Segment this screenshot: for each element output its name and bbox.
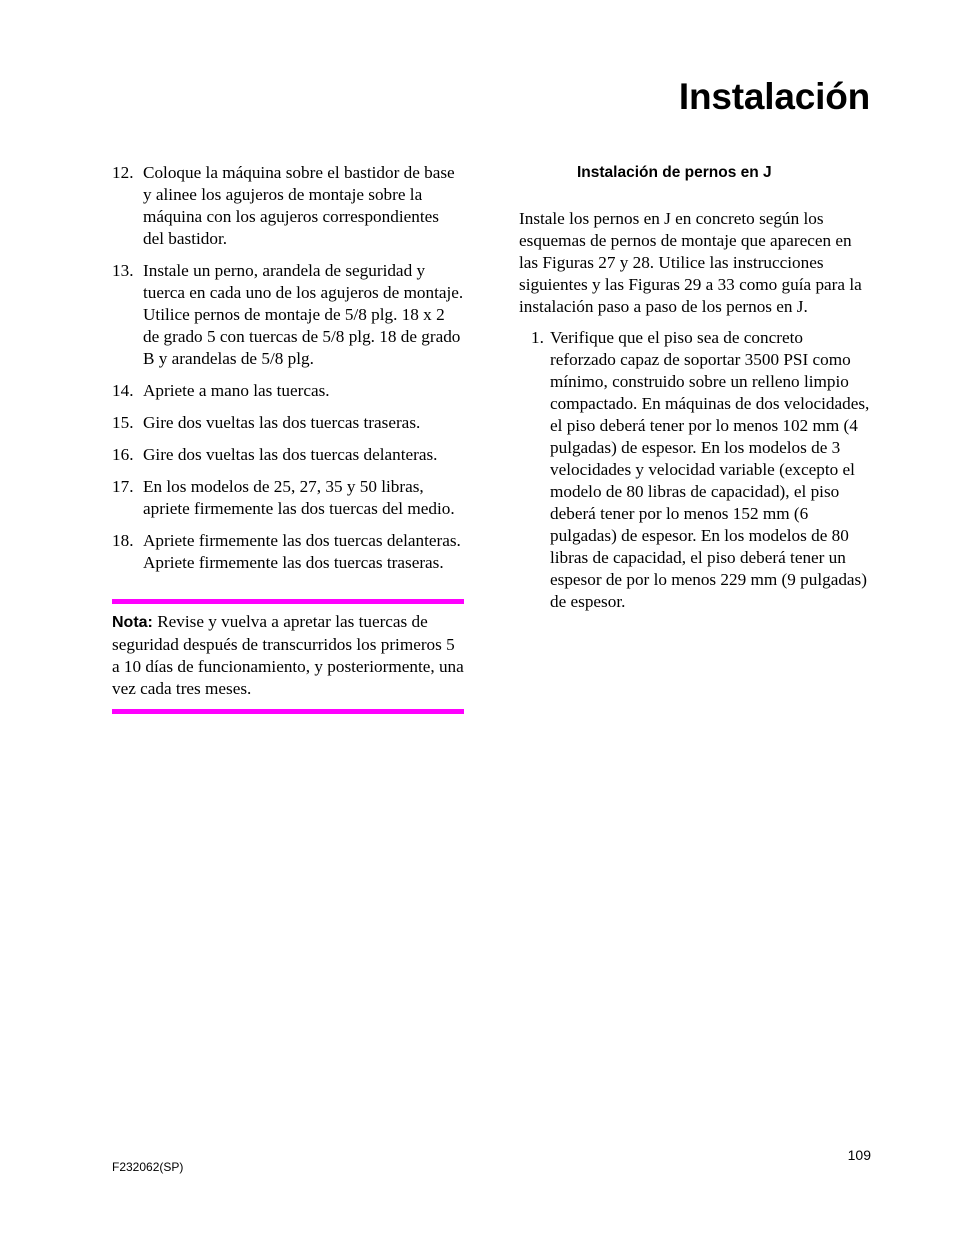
step-number: 17. [112, 477, 134, 496]
page-number: 109 [847, 1147, 871, 1163]
step-number: 12. [112, 163, 134, 182]
note-text: Revise y vuelva a apretar las tuercas de seguridad después de transcurridos los primeros 5 a 10 días de funcionamiento, y posteriormente, una vez cada tres meses. [112, 612, 464, 698]
step-number: 15. [112, 413, 134, 432]
page-title: Instalación [678, 76, 870, 117]
list-item [112, 380, 464, 402]
step-number: 1. [531, 328, 544, 347]
right-column [519, 162, 871, 613]
list-item [112, 530, 464, 574]
list-item [112, 260, 464, 370]
left-column [112, 162, 464, 714]
list-item [112, 162, 464, 250]
note-label: Nota: [112, 614, 153, 631]
document-code: F232062(SP) [112, 1160, 184, 1174]
list-item [112, 476, 464, 520]
step-number: 16. [112, 445, 134, 464]
section-heading: Instalación de pernos en J [577, 164, 772, 181]
j-bolt-steps-list [519, 327, 871, 613]
step-text: Instale un perno, arandela de seguridad y tuerca en cada uno de los agujeros de montaje. Utilice pernos de montaje de 5/8 plg. 18 x 2 de grado 5 con tuercas de 5/8 plg. 18 de grado B y arandelas de 5/8 plg. [143, 261, 464, 368]
intro-paragraph: Instale los pernos en J en concreto según los esquemas de pernos de montaje que aparecen en las Figuras 27 y 28. Utilice las instrucciones siguientes y las Figuras 29 a 33 como guía para la instalación paso a paso de los pernos en J. [519, 209, 862, 316]
list-item [531, 327, 871, 613]
installation-steps-list [112, 162, 464, 574]
list-item [112, 412, 464, 434]
list-item [112, 444, 464, 466]
step-text: En los modelos de 25, 27, 35 y 50 libras, apriete firmemente las dos tuercas del medio. [143, 477, 455, 518]
note-box [112, 599, 464, 714]
step-number: 14. [112, 381, 134, 400]
step-number: 18. [112, 531, 134, 550]
step-text: Coloque la máquina sobre el bastidor de base y alinee los agujeros de montaje sobre la máquina con los agujeros correspondientes del bastidor. [143, 163, 455, 248]
step-text: Apriete a mano las tuercas. [143, 381, 330, 400]
step-text: Apriete firmemente las dos tuercas delanteras. Apriete firmemente las dos tuercas traseras. [143, 531, 461, 572]
step-text: Gire dos vueltas las dos tuercas delanteras. [143, 445, 438, 464]
step-number: 13. [112, 261, 134, 280]
step-text: Verifique que el piso sea de concreto reforzado capaz de soportar 3500 PSI como mínimo, construido sobre un relleno limpio compactado. En máquinas de dos velocidades, el piso deberá tener por lo menos 102 mm (4 pulgadas) de espesor. En los modelos de 3 velocidades y velocidad variable (excepto el modelo de 80 libras de capacidad), el piso deberá tener por lo menos 152 mm (6 pulgadas) de espesor. En los modelos de 80 libras de capacidad, el piso deberá tener un espesor de por lo menos 229 mm (9 pulgadas) de espesor. [550, 328, 870, 611]
step-text: Gire dos vueltas las dos tuercas traseras. [143, 413, 421, 432]
